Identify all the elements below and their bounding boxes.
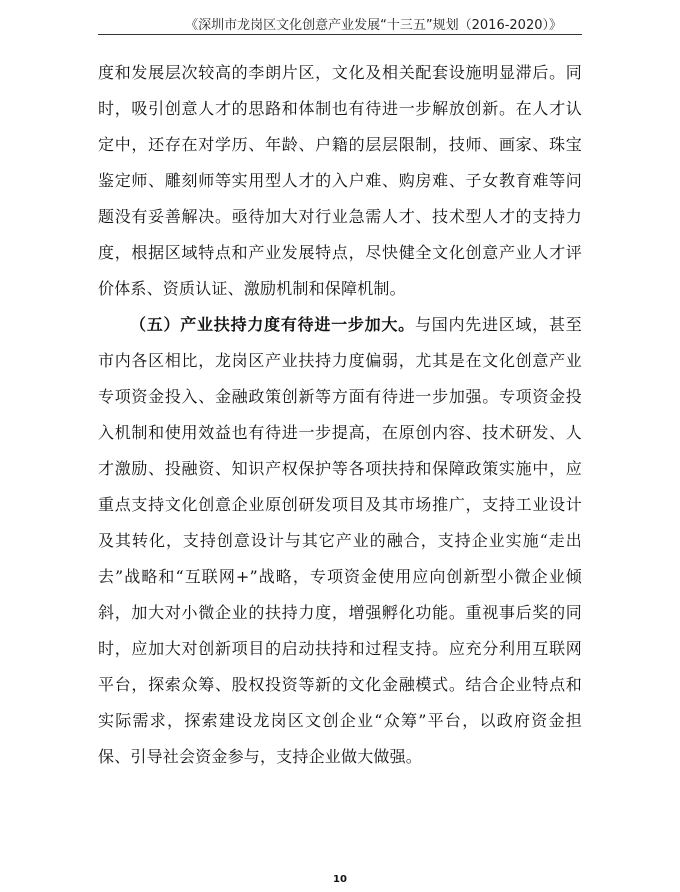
paragraph-section-5 [98, 307, 582, 775]
paragraph-text: 度和发展层次较高的李朗片区，文化及相关配套设施明显滞后。同时，吸引创意人才的思路和体制也有待进一步解放创新。在人才认定中，还存在对学历、年龄、户籍的层层限制，技师、画家、珠宝鉴定师、雕刻师等实用型人才的入户难、购房难、子女教育难等问题没有妥善解决。亟待加大对行业急需人才、技术型人才的支持力度，根据区域特点和产业发展特点，尽快健全文化创意产业人才评价体系、资质认证、激励机制和保障机制。 [98, 63, 582, 298]
page-number: 10 [333, 874, 347, 885]
section-heading: （五）产业扶持力度有待进一步加大。 [130, 315, 415, 334]
paragraph-text: 与国内先进区域，甚至市内各区相比，龙岗区产业扶持力度偏弱，尤其是在文化创意产业专项资金投入、金融政策创新等方面有待进一步加强。专项资金投入机制和使用效益也有待进一步提高，在原创内容、技术研发、人才激励、投融资、知识产权保护等各项扶持和保障政策实施中，应重点支持文化创意企业原创研发项目及其市场推广，支持工业设计及其转化，支持创意设计与其它产业的融合，支持企业实施“走出去”战略和“互联网+”战略，专项资金使用应向创新型小微企业倾斜，加大对小微企业的扶持力度，增强孵化功能。重视事后奖的同时，应加大对创新项目的启动扶持和过程支持。应充分利用互联网平台，探索众筹、股权投资等新的文化金融模式。结合企业特点和实际需求，探索建设龙岗区文创企业“众筹”平台，以政府资金担保、引导社会资金参与，支持企业做大做强。 [98, 315, 582, 766]
header-rule [98, 34, 582, 35]
running-header: 《深圳市龙岗区文化创意产业发展“十三五”规划（2016-2020）》 [185, 18, 562, 33]
body-text [98, 55, 582, 775]
paragraph-continued [98, 55, 582, 307]
